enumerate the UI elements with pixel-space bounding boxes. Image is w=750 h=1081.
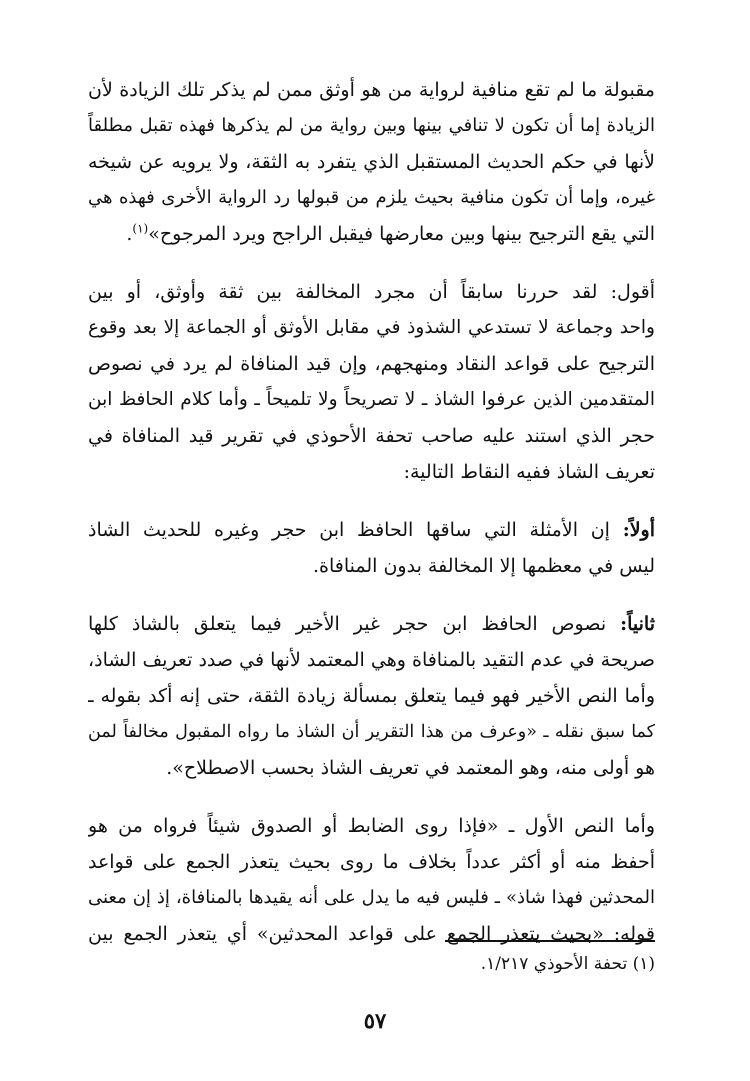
point-heading: أولاً:	[622, 519, 655, 541]
text-line: ليس في معظمها إلا المخالفة بدون المنافاة.	[313, 555, 655, 577]
paragraph-5	[88, 808, 655, 952]
footnote-reference[interactable]: (١)	[132, 221, 149, 236]
text-line-with-footnote	[88, 216, 655, 252]
text-line: الزيادة إما أن تكون لا تنافي بينها وبين رواية من لم يذكرها فهذه تقبل مطلقاً	[88, 115, 655, 136]
point-heading: ثانياً:	[620, 613, 655, 635]
text-line: لأنها في حكم الحديث المستقبل الذي يتفرد به الثقة، ولا يرويه عن شيخه	[88, 151, 655, 173]
text-line: صريحة في عدم التقيد بالمنافاة وهي المعتمد لأنها في صدد تعريف الشاذ،	[88, 649, 655, 671]
paragraph-2	[88, 274, 655, 490]
page-number: ٥٧	[363, 1008, 387, 1033]
text-line: أحفظ منه أو أكثر عدداً بخلاف ما روى بحيث يتعذر الجمع على قواعد	[88, 851, 655, 873]
text-line-content: إن الأمثلة التي ساقها الحافظ ابن حجر وغيره للحديث الشاذ	[88, 519, 623, 541]
footnote: (١) تحفة الأحوذي ١/٢١٧.	[480, 954, 655, 974]
text-line: تعريف الشاذ ففيه النقاط التالية:	[403, 461, 655, 483]
text-line: المتقدمين الذين عرفوا الشاذ ـ لا تصريحاً ولا تلميحاً ـ وأما كلام الحافظ ابن	[88, 389, 655, 410]
paragraph-4	[88, 606, 655, 786]
text-line: غيره، وإما أن تكون منافية بحيث يلزم من قبولها رد الرواية الأخرى فهذه هي	[88, 187, 655, 208]
text-line: وأما النص الأول ـ «فإذا روى الضابط أو الصدوق شيئاً فرواه من هو	[88, 815, 655, 837]
footnote-divider	[445, 940, 655, 942]
paragraph-1	[88, 72, 655, 252]
paragraph-3	[88, 512, 655, 584]
text-line	[88, 512, 655, 548]
text-line: مقبولة ما لم تقع منافية لرواية من هو أوثق ممن لم يذكر تلك الزيادة لأن	[88, 79, 655, 101]
text-line: وأما النص الأخير فهو فيما يتعلق بمسألة زيادة الثقة، حتى إنه أكد بقوله ـ	[88, 685, 655, 707]
body-text	[88, 72, 655, 974]
text-line: حجر الذي استند عليه صاحب تحفة الأحوذي في تقرير قيد المنافاة في	[88, 425, 655, 447]
text-line: المحدثين فهذا شاذ» ـ فليس فيه ما يدل على أنه يقيدها بالمنافاة، إذ إن معنى	[88, 887, 655, 908]
sentence-end: .	[126, 223, 133, 245]
text-line-content: التي يقع الترجيح بينها وبين معارضها فيقبل الراجح ويرد المرجوح»	[148, 223, 655, 245]
text-line: قوله: «بحيث يتعذر الجمع على قواعد المحدثين» أي يتعذر الجمع بين	[88, 923, 655, 945]
text-line: أقول: لقد حررنا سابقاً أن مجرد المخالفة بين ثقة وأوثق، أو بين	[88, 281, 655, 303]
text-line: هو أولى منه، وهو المعتمد في تعريف الشاذ بحسب الاصطلاح».	[166, 757, 655, 779]
text-line: كما سبق نقله ـ «وعرف من هذا التقرير أن الشاذ ما رواه المقبول مخالفاً لمن	[88, 722, 655, 742]
text-line: الترجيح على قواعد النقاد ومنهجهم، وإن قيد المنافاة لم يرد في نصوص	[88, 353, 655, 375]
text-line	[88, 606, 655, 642]
text-line-content: نصوص الحافظ ابن حجر غير الأخير فيما يتعلق بالشاذ كلها	[88, 613, 621, 635]
text-line: واحد وجماعة لا تستدعي الشذوذ في مقابل الأوثق أو الجماعة إلا بعد وقوع	[88, 317, 655, 338]
